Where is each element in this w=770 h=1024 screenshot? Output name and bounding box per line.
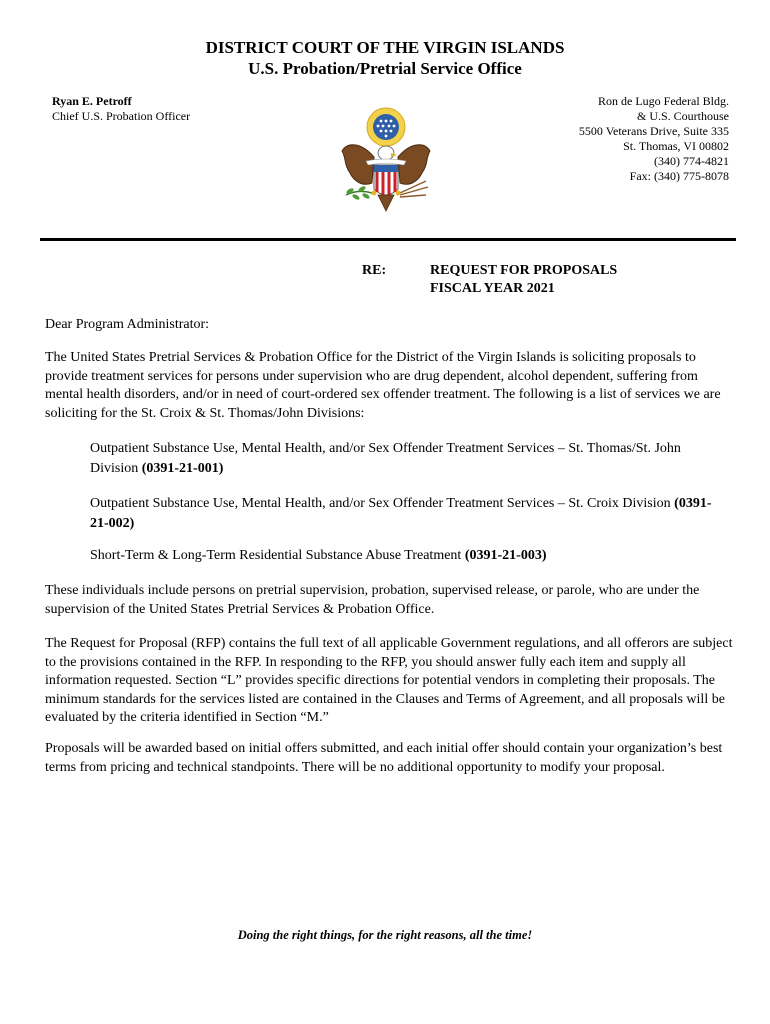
address-line-3: 5500 Veterans Drive, Suite 335	[578, 124, 729, 138]
phone-number: (340) 774-4821	[654, 154, 729, 168]
service-item-2-text: Outpatient Substance Use, Mental Health, and/or Sex Offender Treatment Services – St. Croix Division	[90, 496, 671, 511]
re-subject-line-2: FISCAL YEAR 2021	[430, 281, 555, 296]
salutation: Dear Program Administrator:	[45, 317, 210, 332]
address-line-4: St. Thomas, VI 00802	[623, 139, 729, 153]
address-line-1: Ron de Lugo Federal Bldg.	[598, 94, 729, 108]
service-item-1-code: (0391-21-001)	[141, 461, 224, 476]
court-title: DISTRICT COURT OF THE VIRGIN ISLANDS	[205, 38, 565, 57]
address-line-2: & U.S. Courthouse	[636, 109, 729, 123]
service-item-3-code: (0391-21-003)	[464, 548, 547, 563]
great-seal-eagle-icon	[336, 107, 436, 219]
officer-title: Chief U.S. Probation Officer	[52, 109, 191, 123]
award-paragraph: Proposals will be awarded based on initial offers submitted, and each initial offer should contain your organization’s best terms from pricing and technical standpoints. There will be no additional opportunity to modify your proposal.	[45, 741, 723, 775]
fax-number: Fax: (340) 775-8078	[629, 169, 729, 183]
office-motto: Doing the right things, for the right reasons, all the time!	[237, 928, 533, 942]
re-subject	[430, 262, 617, 298]
header-divider	[40, 238, 736, 241]
re-subject-line-1: REQUEST FOR PROPOSALS	[430, 263, 618, 278]
service-item-1-text: Outpatient Substance Use, Mental Health, and/or Sex Offender Treatment Services – St. Thomas/St. John Division	[90, 441, 681, 476]
officer-name: Ryan E. Petroff	[52, 94, 132, 108]
supervision-paragraph: These individuals include persons on pretrial supervision, probation, supervised release, or parole, who are under the supervision of the United States Pretrial Services & Probation Office.	[45, 583, 700, 617]
re-label: RE:	[362, 263, 387, 278]
address-block	[579, 94, 729, 184]
officer-block	[52, 94, 190, 124]
service-item-3	[90, 546, 720, 566]
service-item-3-text: Short-Term & Long-Term Residential Substance Abuse Treatment	[90, 548, 462, 563]
office-title: U.S. Probation/Pretrial Service Office	[248, 59, 522, 78]
service-item-2	[90, 494, 720, 534]
service-item-1	[90, 439, 720, 479]
intro-paragraph: The United States Pretrial Services & Probation Office for the District of the Virgin Islands is soliciting proposals to provide treatment services for persons under supervision who are drug dependent, alcohol dependent, suffering from mental health disorders, and/or in need of court-ordered sex offender treatment. The following is a list of services we are soliciting for the St. Croix & St. Thomas/John Divisions:	[45, 350, 721, 421]
service-item-2-code: (0391-21-002)	[90, 496, 712, 531]
rfp-paragraph: The Request for Proposal (RFP) contains the full text of all applicable Government regulations, and all offerors are subject to the provisions contained in the RFP. In responding to the RFP, you should answer fully each item and supply all information requested. Section “L” provides specific directions for potential vendors in completing their proposals. The minimum standards for the services listed are contained in the Clauses and Terms of Agreement, and all proposals will be evaluated by the criteria identified in Section “M.”	[45, 636, 733, 725]
